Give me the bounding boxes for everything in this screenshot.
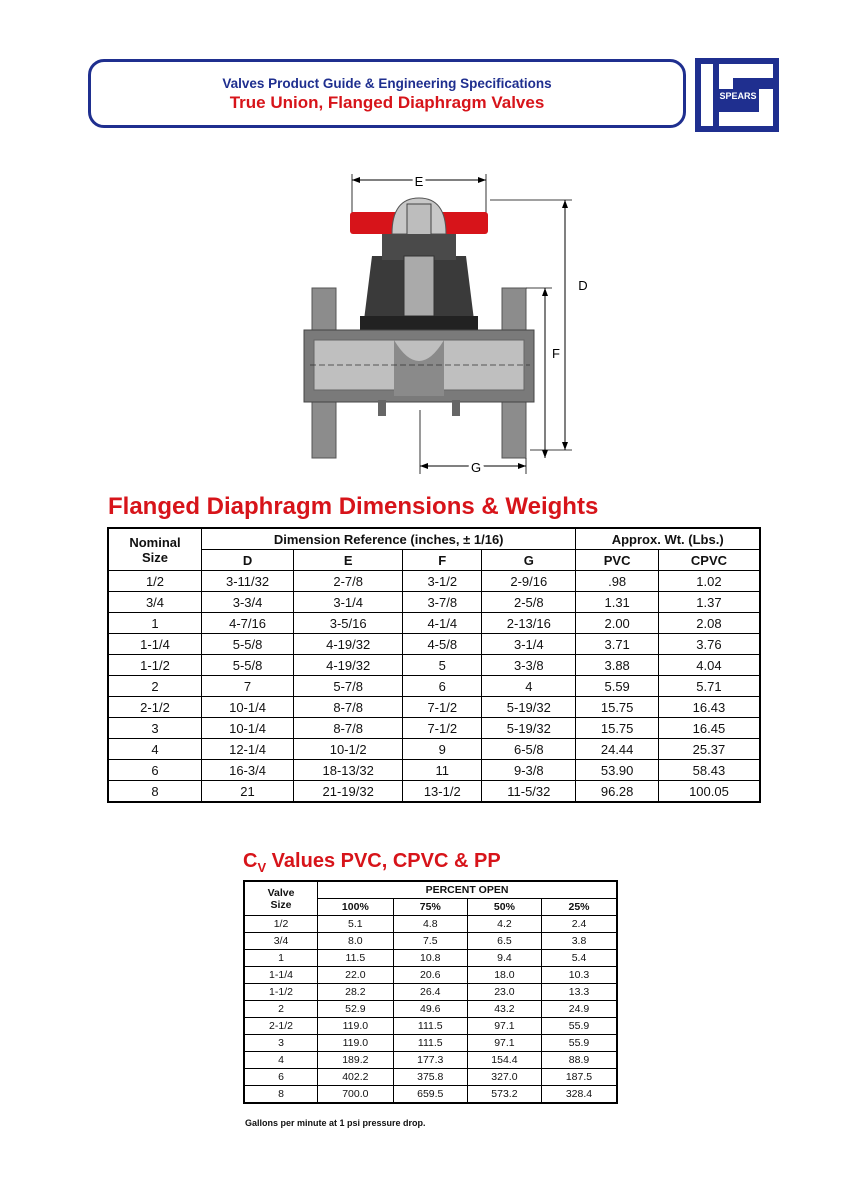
table-cell: 2.4 [541, 916, 617, 933]
table-cell: 1-1/2 [244, 984, 318, 1001]
table-cell: 1.31 [576, 592, 659, 613]
table-row [108, 613, 760, 634]
table-cell: 2 [244, 1001, 318, 1018]
table-cell: 2-9/16 [482, 571, 576, 592]
table-cell: 4.04 [658, 655, 760, 676]
table-row [108, 655, 760, 676]
table-cell: 43.2 [467, 1001, 541, 1018]
logo-text: SPEARS [719, 91, 757, 101]
table-cell: 13.3 [541, 984, 617, 1001]
table-cell: 3-5/16 [294, 613, 403, 634]
table-row [244, 1018, 617, 1035]
table-cell: 12-1/4 [202, 739, 294, 760]
table-cell: 1-1/2 [108, 655, 202, 676]
table-cell: 3-1/2 [403, 571, 482, 592]
table-cell: 16.43 [658, 697, 760, 718]
table-cell: 5-5/8 [202, 634, 294, 655]
dim-label-f: F [552, 346, 560, 361]
table-cell: 4.8 [393, 916, 467, 933]
dim-column-header: G [482, 550, 576, 571]
dim-column-header: PVC [576, 550, 659, 571]
table-row [244, 967, 617, 984]
table-cell: 24.44 [576, 739, 659, 760]
table-cell: 3.71 [576, 634, 659, 655]
table-cell: 5-5/8 [202, 655, 294, 676]
table-cell: 11-5/32 [482, 781, 576, 803]
table-cell: 154.4 [467, 1052, 541, 1069]
table-row [108, 739, 760, 760]
table-cell: 21 [202, 781, 294, 803]
cv-table [243, 880, 618, 1104]
table-row [108, 634, 760, 655]
table-cell: 189.2 [318, 1052, 394, 1069]
table-cell: 1 [244, 950, 318, 967]
dimension-group-header: Dimension Reference (inches, ± 1/16) [202, 528, 576, 550]
table-cell: 6 [403, 676, 482, 697]
table-cell: 3-7/8 [403, 592, 482, 613]
table-cell: 16-3/4 [202, 760, 294, 781]
table-cell: 573.2 [467, 1086, 541, 1104]
table-cell: 9-3/8 [482, 760, 576, 781]
table-cell: 4.2 [467, 916, 541, 933]
dim-label-g: G [470, 460, 482, 475]
table-cell: 2.08 [658, 613, 760, 634]
table-cell: 5.71 [658, 676, 760, 697]
table-cell: 8-7/8 [294, 697, 403, 718]
table-cell: 6.5 [467, 933, 541, 950]
table-cell: 2-1/2 [108, 697, 202, 718]
table-cell: 2.00 [576, 613, 659, 634]
table-cell: 10.8 [393, 950, 467, 967]
table-cell: 18-13/32 [294, 760, 403, 781]
table-cell: 3/4 [108, 592, 202, 613]
table-row [244, 1069, 617, 1086]
table-cell: 5.4 [541, 950, 617, 967]
table-cell: 96.28 [576, 781, 659, 803]
table-cell: 8 [108, 781, 202, 803]
table-cell: 49.6 [393, 1001, 467, 1018]
table-cell: 11 [403, 760, 482, 781]
table-row [108, 718, 760, 739]
table-cell: 8 [244, 1086, 318, 1104]
table-cell: 15.75 [576, 697, 659, 718]
dim-column-header: F [403, 550, 482, 571]
table-cell: 659.5 [393, 1086, 467, 1104]
table-cell: 327.0 [467, 1069, 541, 1086]
table-cell: 7-1/2 [403, 697, 482, 718]
table-cell: 55.9 [541, 1035, 617, 1052]
table-cell: 10-1/2 [294, 739, 403, 760]
table-cell: 8.0 [318, 933, 394, 950]
table-cell: 3/4 [244, 933, 318, 950]
table-cell: .98 [576, 571, 659, 592]
table-cell: 3 [108, 718, 202, 739]
table-cell: 4 [244, 1052, 318, 1069]
table-cell: 7-1/2 [403, 718, 482, 739]
table-row [244, 933, 617, 950]
table-cell: 21-19/32 [294, 781, 403, 803]
weight-group-header: Approx. Wt. (Lbs.) [576, 528, 760, 550]
table-cell: 26.4 [393, 984, 467, 1001]
table-cell: 3-3/4 [202, 592, 294, 613]
table-cell: 6 [244, 1069, 318, 1086]
table-cell: 28.2 [318, 984, 394, 1001]
table-cell: 4-19/32 [294, 634, 403, 655]
table-cell: 1/2 [244, 916, 318, 933]
table-row [108, 781, 760, 803]
table-cell: 3-11/32 [202, 571, 294, 592]
table-row [108, 676, 760, 697]
table-cell: 100.05 [658, 781, 760, 803]
dimensions-table [107, 527, 761, 803]
table-row [244, 1001, 617, 1018]
table-cell: 20.6 [393, 967, 467, 984]
table-cell: 187.5 [541, 1069, 617, 1086]
table-cell: 7 [202, 676, 294, 697]
table-cell: 5-19/32 [482, 718, 576, 739]
table-row [108, 760, 760, 781]
table-cell: 97.1 [467, 1018, 541, 1035]
table-cell: 3.88 [576, 655, 659, 676]
table-cell: 2-7/8 [294, 571, 403, 592]
table-cell: 55.9 [541, 1018, 617, 1035]
table-row [108, 697, 760, 718]
table-cell: 9.4 [467, 950, 541, 967]
table-cell: 16.45 [658, 718, 760, 739]
table-cell: 3.8 [541, 933, 617, 950]
dimensions-title: Flanged Diaphragm Dimensions & Weights [108, 493, 599, 520]
table-cell: 4-7/16 [202, 613, 294, 634]
table-cell: 4-5/8 [403, 634, 482, 655]
table-cell: 4 [482, 676, 576, 697]
table-cell: 23.0 [467, 984, 541, 1001]
table-cell: 119.0 [318, 1035, 394, 1052]
table-cell: 22.0 [318, 967, 394, 984]
table-cell: 13-1/2 [403, 781, 482, 803]
spears-logo [695, 58, 779, 132]
table-cell: 5.1 [318, 916, 394, 933]
table-cell: 177.3 [393, 1052, 467, 1069]
table-cell: 2-5/8 [482, 592, 576, 613]
table-cell: 6-5/8 [482, 739, 576, 760]
table-cell: 7.5 [393, 933, 467, 950]
table-cell: 111.5 [393, 1035, 467, 1052]
table-cell: 1-1/4 [244, 967, 318, 984]
table-cell: 402.2 [318, 1069, 394, 1086]
table-cell: 9 [403, 739, 482, 760]
table-cell: 10.3 [541, 967, 617, 984]
valve-size-header: Valve Size [244, 881, 318, 916]
table-cell: 5-19/32 [482, 697, 576, 718]
dim-label-d: D [578, 278, 588, 293]
table-row [244, 1086, 617, 1104]
table-cell: 4-1/4 [403, 613, 482, 634]
table-cell: 6 [108, 760, 202, 781]
table-cell: 4-19/32 [294, 655, 403, 676]
table-cell: 5-7/8 [294, 676, 403, 697]
cv-title: $C_V$ Values PVC, CPVC & PP [243, 850, 501, 875]
header-banner [88, 59, 686, 128]
cv-column-header: 50% [467, 899, 541, 916]
table-cell: 119.0 [318, 1018, 394, 1035]
table-cell: 1 [108, 613, 202, 634]
valve-diagram [290, 160, 590, 480]
header-subtitle: Valves Product Guide & Engineering Specifications [222, 76, 552, 91]
cv-column-header: 25% [541, 899, 617, 916]
table-cell: 15.75 [576, 718, 659, 739]
table-cell: 97.1 [467, 1035, 541, 1052]
table-cell: 2-1/2 [244, 1018, 318, 1035]
table-cell: 24.9 [541, 1001, 617, 1018]
table-cell: 88.9 [541, 1052, 617, 1069]
percent-open-header: PERCENT OPEN [318, 881, 618, 899]
table-row [108, 571, 760, 592]
table-row [244, 1035, 617, 1052]
dim-label-e: E [414, 174, 424, 189]
dim-column-header: CPVC [658, 550, 760, 571]
table-cell: 25.37 [658, 739, 760, 760]
table-cell: 1/2 [108, 571, 202, 592]
table-cell: 111.5 [393, 1018, 467, 1035]
table-cell: 10-1/4 [202, 697, 294, 718]
table-row [244, 916, 617, 933]
table-cell: 3-1/4 [482, 634, 576, 655]
header-title: True Union, Flanged Diaphragm Valves [229, 93, 545, 112]
table-cell: 11.5 [318, 950, 394, 967]
table-cell: 1.02 [658, 571, 760, 592]
table-cell: 5 [403, 655, 482, 676]
table-cell: 3 [244, 1035, 318, 1052]
table-cell: 10-1/4 [202, 718, 294, 739]
table-cell: 52.9 [318, 1001, 394, 1018]
table-cell: 53.90 [576, 760, 659, 781]
table-cell: 58.43 [658, 760, 760, 781]
table-cell: 4 [108, 739, 202, 760]
table-cell: 3-3/8 [482, 655, 576, 676]
table-cell: 3-1/4 [294, 592, 403, 613]
table-cell: 700.0 [318, 1086, 394, 1104]
table-cell: 328.4 [541, 1086, 617, 1104]
table-row [244, 1052, 617, 1069]
nominal-size-header: Nominal Size [108, 528, 202, 571]
table-cell: 5.59 [576, 676, 659, 697]
dim-column-header: D [202, 550, 294, 571]
table-row [244, 950, 617, 967]
table-cell: 2-13/16 [482, 613, 576, 634]
dim-column-header: E [294, 550, 403, 571]
table-row [244, 984, 617, 1001]
cv-note: Gallons per minute at 1 psi pressure drop. [245, 1118, 426, 1128]
table-cell: 18.0 [467, 967, 541, 984]
table-cell: 1.37 [658, 592, 760, 613]
table-cell: 375.8 [393, 1069, 467, 1086]
table-row [108, 592, 760, 613]
cv-column-header: 75% [393, 899, 467, 916]
table-cell: 1-1/4 [108, 634, 202, 655]
table-cell: 2 [108, 676, 202, 697]
cv-column-header: 100% [318, 899, 394, 916]
table-cell: 8-7/8 [294, 718, 403, 739]
table-cell: 3.76 [658, 634, 760, 655]
